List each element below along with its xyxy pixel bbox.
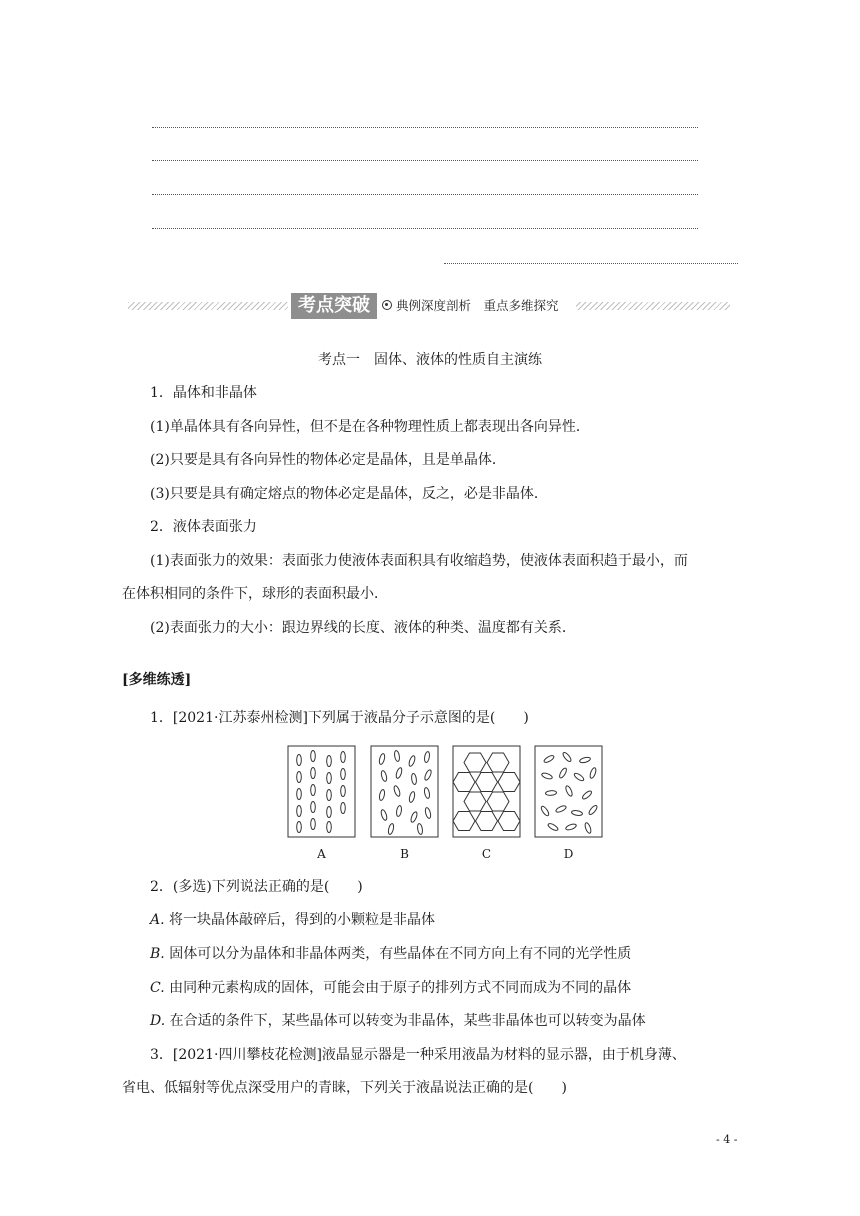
page-number: - 4 - <box>716 1133 738 1146</box>
option-letter: D. <box>150 1013 166 1029</box>
item2-p2: (2)表面张力的大小：跟边界线的长度、液体的种类、温度都有关系． <box>150 620 576 636</box>
item1-p1: (1)单晶体具有各向异性，但不是在各种物理性质上都表现出各向异性． <box>150 419 590 435</box>
banner-subtitle: 典例深度剖析 重点多维探究 <box>396 296 576 316</box>
option-text: 将一块晶体敲碎后，得到的小颗粒是非晶体 <box>169 912 436 928</box>
question-3-line2: 省电、低辐射等优点深受用户的青睐，下列关于液晶说法正确的是( ) <box>122 1080 567 1096</box>
option-letter: C. <box>150 980 165 996</box>
banner-hatch-right <box>574 302 730 310</box>
practice-heading: [多维练透] <box>122 672 192 688</box>
figure-label-d: D <box>563 847 574 861</box>
target-icon <box>382 300 392 310</box>
q2-option-c <box>150 978 631 998</box>
option-text: 固体可以分为晶体和非晶体两类，有些晶体在不同方向上有不同的光学性质 <box>169 946 632 962</box>
q2-option-b <box>150 944 631 964</box>
molecule-figure <box>287 745 603 865</box>
option-letter: A. <box>150 912 165 928</box>
answer-line-1 <box>152 127 698 128</box>
question-3-line1: 3．[2021·四川攀枝花检测]液晶显示器是一种采用液晶为材料的显示器，由于机身薄、 <box>150 1047 686 1063</box>
item2-p1-line2: 在体积相同的条件下，球形的表面积最小． <box>122 586 388 602</box>
item1-p3: (3)只要是具有确定熔点的物体必定是晶体，反之，必是非晶体． <box>150 486 548 502</box>
item2-p1-line1: (1)表面张力的效果：表面张力使液体表面积具有收缩趋势，使液体表面积趋于最小，而 <box>150 553 688 569</box>
molecule-diagrams <box>287 745 603 845</box>
q2-option-a <box>150 910 435 930</box>
item2-title: 2．液体表面张力 <box>150 519 257 535</box>
item1-p2: (2)只要是具有各向异性的物体必定是晶体，且是单晶体． <box>150 452 506 468</box>
figure-label-b: B <box>400 847 409 861</box>
banner-title: 考点突破 <box>291 293 377 319</box>
banner-hatch-left <box>128 302 288 310</box>
option-text: 在合适的条件下，某些晶体可以转变为非晶体，某些非晶体也可以转变为晶体 <box>169 1013 646 1029</box>
item1-title: 1．晶体和非晶体 <box>150 385 257 401</box>
answer-line-2 <box>152 160 698 161</box>
figure-label-a: A <box>317 847 326 861</box>
answer-line-4 <box>152 228 698 229</box>
section-banner <box>128 293 730 319</box>
option-text: 由同种元素构成的固体，可能会由于原子的排列方式不同而成为不同的晶体 <box>169 980 632 996</box>
figure-label-c: C <box>481 847 492 861</box>
answer-line-5 <box>444 263 738 264</box>
option-letter: B. <box>150 946 165 962</box>
section-heading: 考点一 固体、液体的性质自主演练 <box>318 352 542 368</box>
answer-line-3 <box>152 194 698 195</box>
question-2: 2．(多选)下列说法正确的是( ) <box>150 879 363 895</box>
q2-option-d <box>150 1011 646 1031</box>
question-1: 1．[2021·江苏泰州检测]下列属于液晶分子示意图的是( ) <box>150 710 529 726</box>
